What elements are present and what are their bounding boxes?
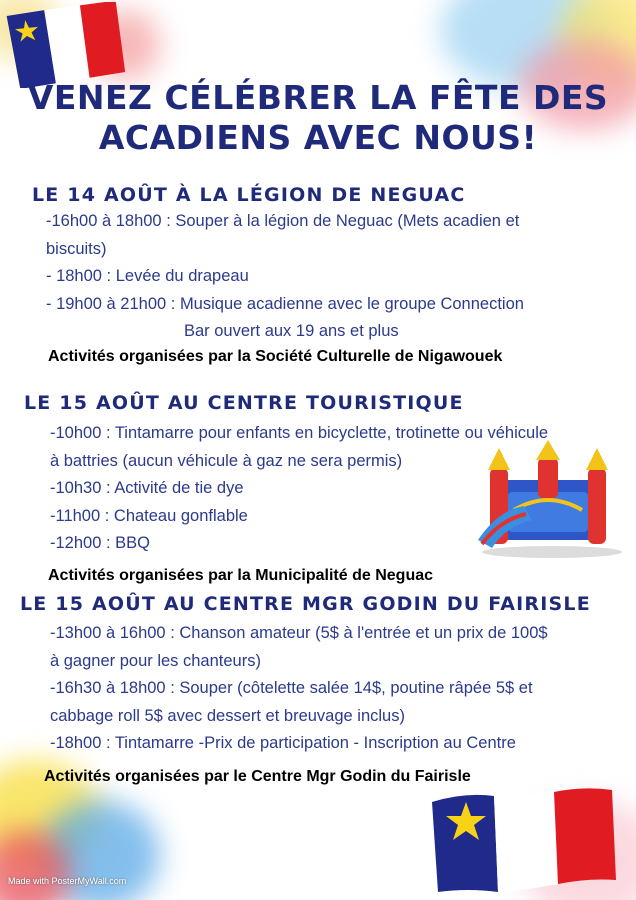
schedule-line: -10h00 : Tintamarre pour enfants en bicyclette, trotinette ou véhicule	[50, 424, 549, 442]
section-2-schedule	[50, 420, 548, 558]
section-2-organizer: Activités organisées par la Municipalité de Neguac	[48, 567, 434, 584]
schedule-line: cabbage roll 5$ avec dessert et breuvage inclus)	[50, 706, 405, 725]
schedule-line: -10h30 : Activité de tie dye	[50, 479, 244, 497]
acadian-flag-top-left	[4, 2, 128, 88]
title-line-1: VENEZ CÉLÉBRER LA FÊTE DES	[27, 78, 609, 117]
section-1-organizer: Activités organisées par la Société Culturelle de Nigawouek	[48, 348, 503, 365]
schedule-line: -18h00 : Tintamarre -Prix de participation - Inscription au Centre	[50, 734, 516, 752]
schedule-line: -16h30 à 18h00 : Souper (côtelette salée 14$, poutine râpée 5$ et	[50, 679, 533, 697]
schedule-line: Bar ouvert aux 19 ans et plus	[184, 322, 399, 340]
section-3-organizer: Activités organisées par le Centre Mgr Godin du Fairisle	[44, 768, 471, 785]
section-3-heading: LE 15 AOÛT AU CENTRE MGR GODIN DU FAIRISLE	[20, 593, 591, 615]
section-2-heading: LE 15 AOÛT AU CENTRE TOURISTIQUE	[24, 392, 464, 414]
schedule-line: - 18h00 : Levée du drapeau	[46, 267, 249, 285]
section-1-heading: LE 14 AOÛT À LA LÉGION DE NEGUAC	[32, 184, 466, 206]
schedule-line: à battries (aucun véhicule à gaz ne sera permis)	[50, 451, 403, 470]
section-3-schedule	[50, 620, 548, 758]
poster-title	[0, 78, 636, 158]
schedule-line: - 19h00 à 21h00 : Musique acadienne avec le groupe Connection	[46, 294, 524, 313]
schedule-line: -16h00 à 18h00 : Souper à la légion de Neguac (Mets acadien et	[46, 212, 520, 230]
postermywall-credit: Made with PosterMyWall.com	[8, 876, 127, 886]
schedule-line: -13h00 à 16h00 : Chanson amateur (5$ à l'entrée et un prix de 100$	[50, 624, 548, 642]
schedule-line: -12h00 : BBQ	[50, 534, 150, 552]
schedule-line: biscuits)	[46, 239, 107, 258]
title-line-2: ACADIENS AVEC NOUS!	[98, 118, 538, 157]
section-1-schedule	[46, 208, 524, 346]
schedule-line: à gagner pour les chanteurs)	[50, 651, 261, 670]
acadian-flag-bottom-right	[424, 780, 624, 895]
schedule-line: -11h00 : Chateau gonflable	[50, 506, 248, 525]
